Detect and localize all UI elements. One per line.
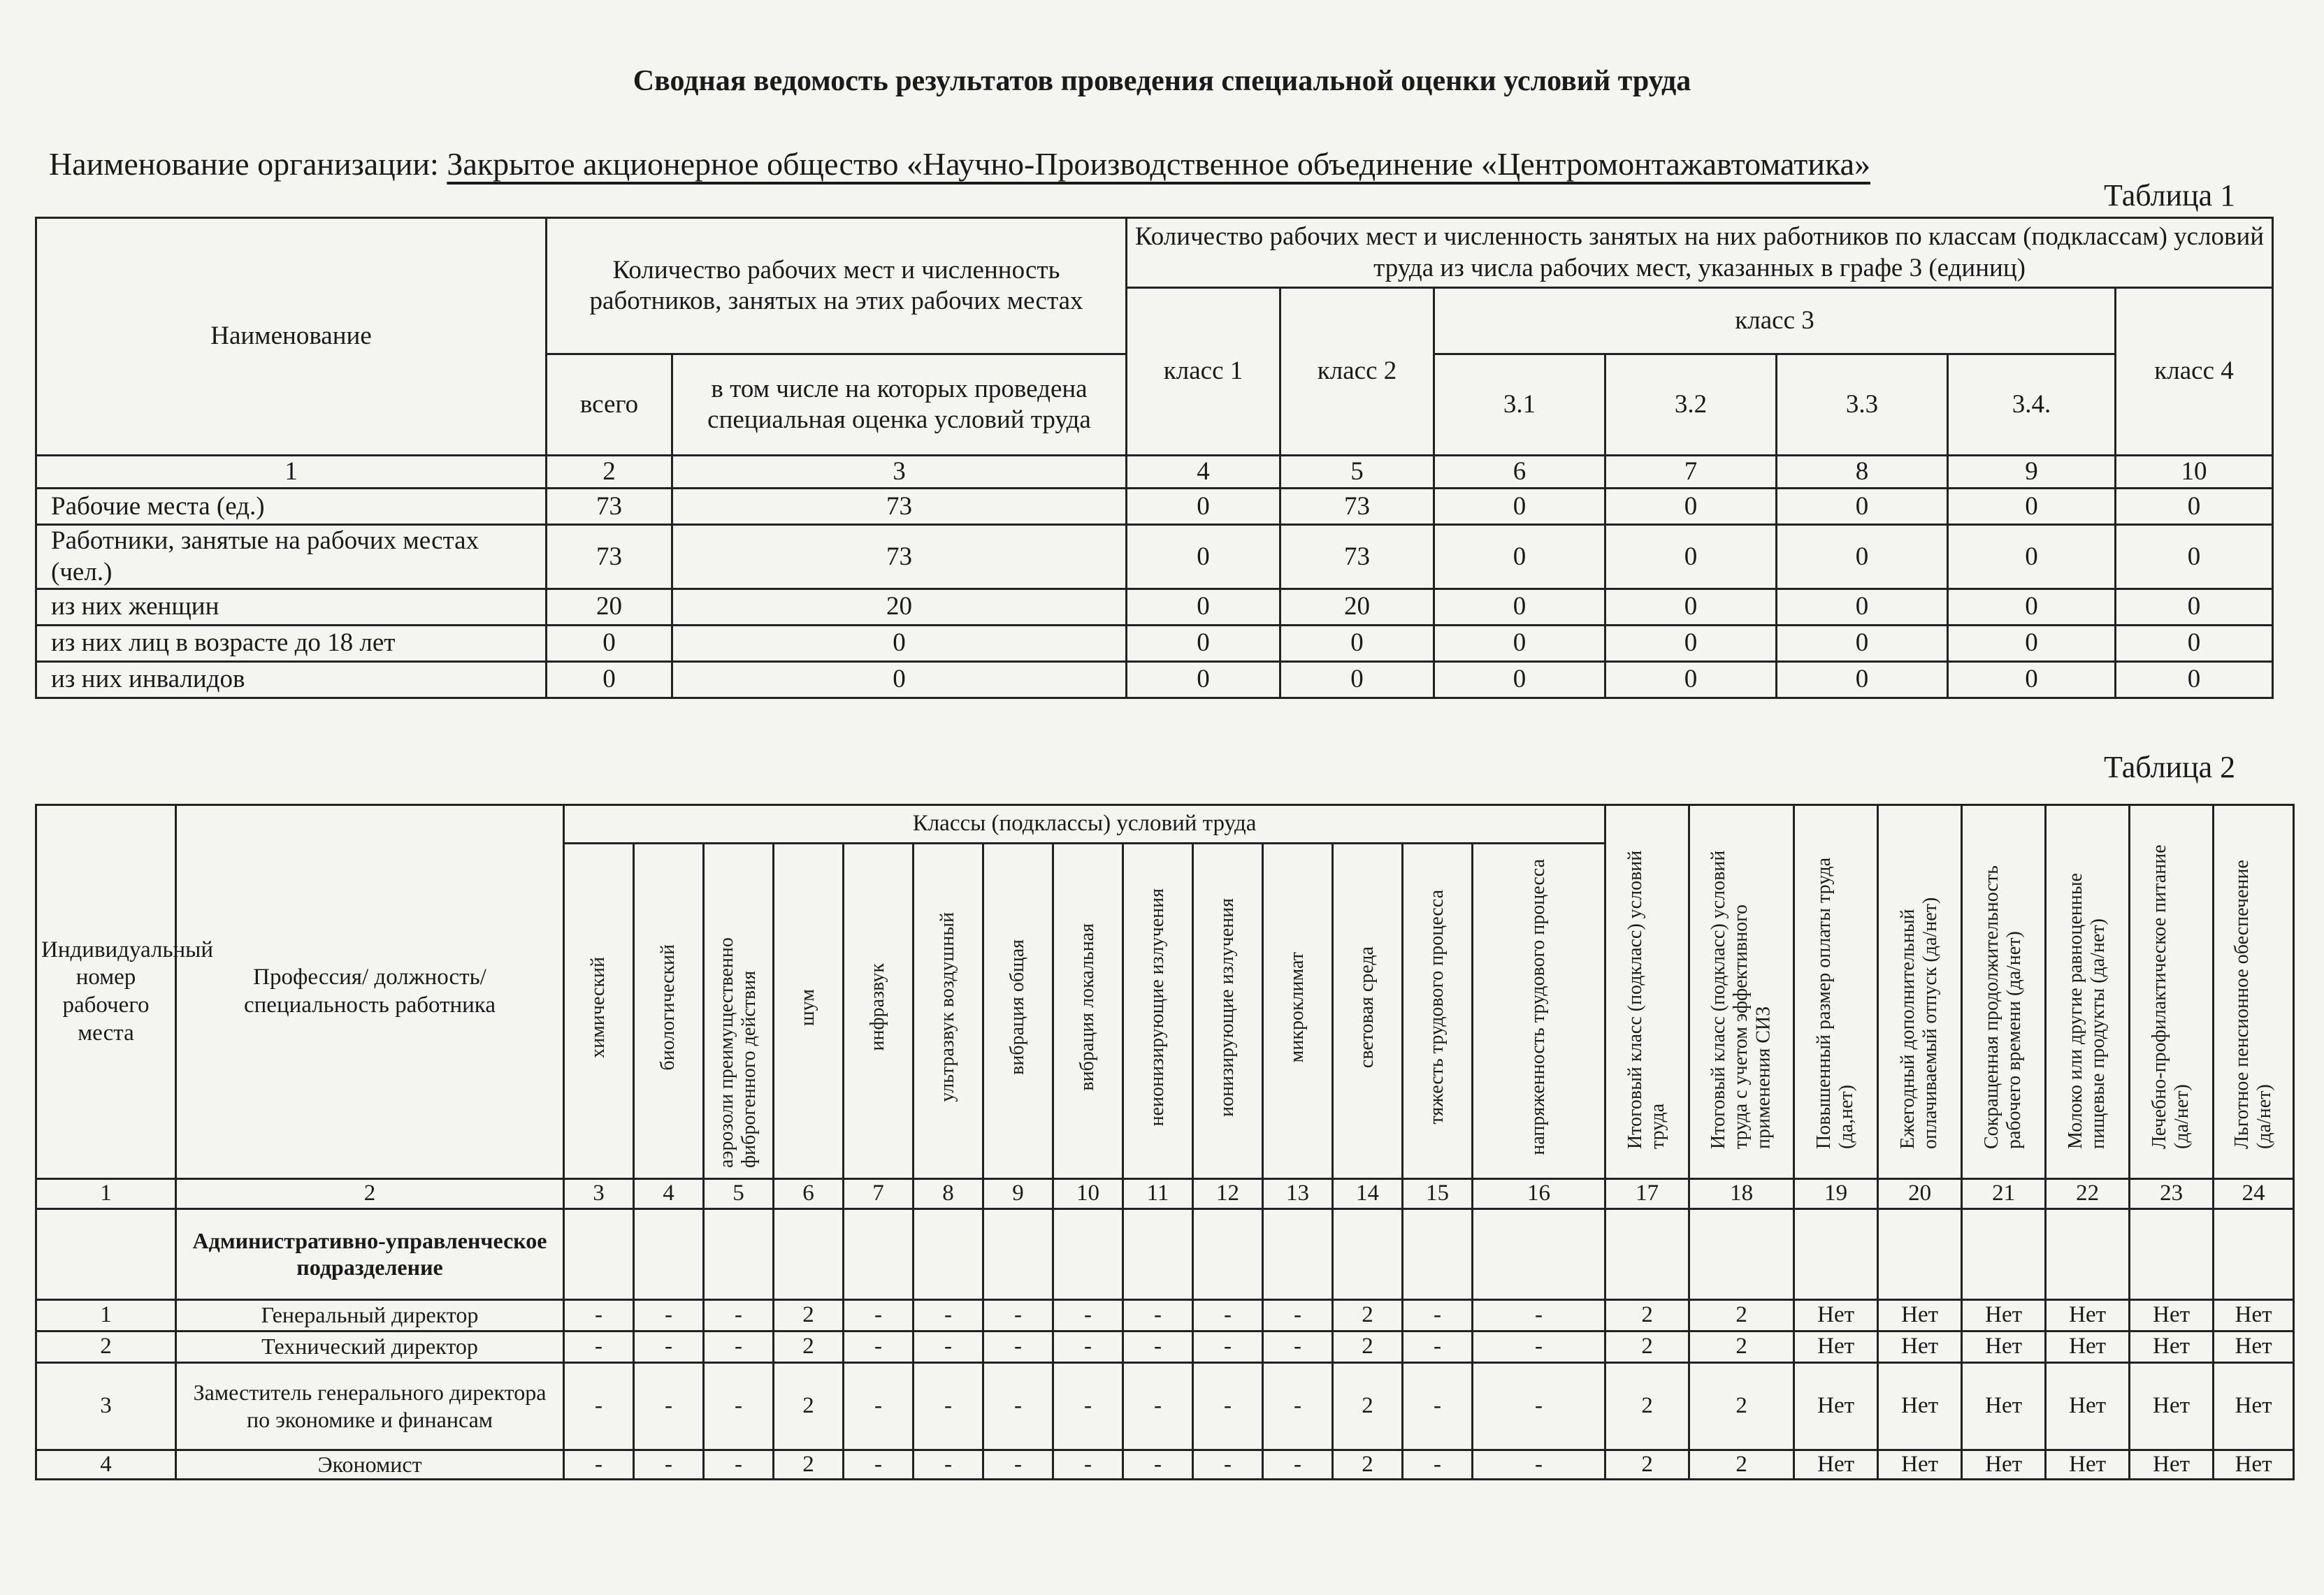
t1-cell: 0 xyxy=(1434,589,1605,626)
t2-cell xyxy=(844,1208,914,1299)
t2-row-id: 2 xyxy=(36,1331,176,1362)
t2-row xyxy=(36,1299,2294,1331)
t1-cell: 0 xyxy=(547,626,672,662)
t2-row xyxy=(36,1450,2294,1480)
t2-head-extra-label: Ежегодный дополнительный оплачиваемый отпуск (да/нет) xyxy=(1897,897,1942,1149)
t1-cell: 0 xyxy=(1605,626,1777,662)
t2-colnum: 12 xyxy=(1193,1179,1263,1209)
t2-cell: - xyxy=(564,1299,634,1331)
t1-cell: 0 xyxy=(1777,525,1948,589)
t2-cell: - xyxy=(1403,1450,1473,1480)
t2-department-name: Административно-управленческое подразделение xyxy=(176,1208,564,1299)
t2-row-name: Генеральный директор xyxy=(176,1299,564,1331)
t2-cell: 2 xyxy=(1605,1362,1689,1450)
t1-cell: 0 xyxy=(1605,589,1777,626)
table2 xyxy=(35,804,2295,1480)
t2-cell: Нет xyxy=(1962,1299,2046,1331)
t2-cell xyxy=(1605,1208,1689,1299)
t1-row-label: Рабочие места (ед.) xyxy=(36,489,547,525)
t2-cell: - xyxy=(844,1450,914,1480)
t1-head-class1: класс 1 xyxy=(1127,288,1280,456)
t2-cell: - xyxy=(1473,1450,1605,1480)
t2-cell: - xyxy=(1123,1362,1193,1450)
t2-colnum: 16 xyxy=(1473,1179,1605,1209)
t2-cell: Нет xyxy=(2046,1299,2130,1331)
t2-cell xyxy=(1473,1208,1605,1299)
t2-colnum: 21 xyxy=(1962,1179,2046,1209)
t2-cell: Нет xyxy=(2046,1331,2130,1362)
t2-cell: 2 xyxy=(1333,1299,1403,1331)
t2-head-extra xyxy=(1605,805,1689,1179)
t2-cell: Нет xyxy=(2046,1450,2130,1480)
t2-cell xyxy=(774,1208,844,1299)
t2-cell xyxy=(1403,1208,1473,1299)
t2-cell: - xyxy=(1473,1362,1605,1450)
t1-cell: 0 xyxy=(1434,489,1605,525)
t1-cell: 0 xyxy=(2116,626,2273,662)
t1-cell: 0 xyxy=(1777,489,1948,525)
t2-cell: Нет xyxy=(2130,1362,2214,1450)
t2-head-extra xyxy=(1962,805,2046,1179)
t2-cell: Нет xyxy=(2046,1362,2130,1450)
t1-cell: 0 xyxy=(1434,662,1605,698)
t2-cell: - xyxy=(704,1450,774,1480)
t2-head-extra-label: Лечебно-профилактическое питание (да/нет) xyxy=(2149,844,2193,1149)
t1-head-class2: класс 2 xyxy=(1280,288,1434,456)
t2-cell xyxy=(704,1208,774,1299)
t2-cell: Нет xyxy=(2214,1299,2294,1331)
t2-cell: 2 xyxy=(1689,1362,1794,1450)
t2-cell: - xyxy=(564,1331,634,1362)
t2-head-factor xyxy=(844,844,914,1179)
t2-head-factor-label: световая среда xyxy=(1356,946,1378,1069)
t2-cell: - xyxy=(1053,1299,1123,1331)
t2-colnum: 22 xyxy=(2046,1179,2130,1209)
t1-cell: 0 xyxy=(1948,662,2116,698)
t1-colnum: 1 xyxy=(36,456,547,489)
t2-cell: Нет xyxy=(2130,1299,2214,1331)
t2-head-factor xyxy=(1403,844,1473,1179)
t2-cell: 2 xyxy=(774,1299,844,1331)
t1-head-sub32: 3.2 xyxy=(1605,354,1777,456)
t2-cell: - xyxy=(634,1362,704,1450)
t2-colnum: 18 xyxy=(1689,1179,1794,1209)
t2-colnum: 11 xyxy=(1123,1179,1193,1209)
t1-cell: 0 xyxy=(1280,626,1434,662)
t1-row-label: из них инвалидов xyxy=(36,662,547,698)
t1-colnum: 2 xyxy=(547,456,672,489)
t2-cell xyxy=(914,1208,983,1299)
t2-head-factor xyxy=(704,844,774,1179)
t2-row-id: 3 xyxy=(36,1362,176,1450)
t2-cell: Нет xyxy=(1962,1331,2046,1362)
t2-cell: - xyxy=(1123,1331,1193,1362)
t2-cell xyxy=(1123,1208,1193,1299)
t2-cell: - xyxy=(914,1331,983,1362)
t1-row-label: из них лиц в возрасте до 18 лет xyxy=(36,626,547,662)
t2-cell: - xyxy=(1263,1331,1333,1362)
t2-cell: - xyxy=(844,1331,914,1362)
t1-cell: 0 xyxy=(1127,525,1280,589)
t2-colnum: 20 xyxy=(1878,1179,1962,1209)
t2-head-classes: Классы (подклассы) условий труда xyxy=(564,805,1605,844)
t2-cell: - xyxy=(1263,1450,1333,1480)
t2-head-factor-label: вибрация локальная xyxy=(1076,923,1099,1091)
t2-head-extra-label: Итоговый класс (подкласс) условий труда с учетом эффективного применения СИЗ xyxy=(1708,850,1775,1149)
t2-colnum: 4 xyxy=(634,1179,704,1209)
t2-row-name: Технический директор xyxy=(176,1331,564,1362)
t1-cell: 73 xyxy=(547,525,672,589)
t2-cell: - xyxy=(914,1450,983,1480)
t1-row-label: Работники, занятые на рабочих местах (чел.) xyxy=(36,525,547,589)
t1-row xyxy=(36,489,2273,525)
t2-cell: - xyxy=(914,1299,983,1331)
t2-head-factor-label: неионизирующие излучения xyxy=(1146,888,1169,1127)
t1-cell: 20 xyxy=(672,589,1127,626)
t2-cell: Нет xyxy=(2214,1331,2294,1362)
t2-row xyxy=(36,1331,2294,1362)
t2-cell xyxy=(1333,1208,1403,1299)
t1-column-numbers xyxy=(36,456,2273,489)
t2-cell: Нет xyxy=(1794,1450,1878,1480)
t2-cell: - xyxy=(704,1362,774,1450)
t1-cell: 0 xyxy=(1948,626,2116,662)
t1-head-sub31: 3.1 xyxy=(1434,354,1605,456)
t2-head-factor-label: ионизирующие излучения xyxy=(1216,897,1239,1117)
t2-cell: - xyxy=(983,1450,1053,1480)
t1-row xyxy=(36,662,2273,698)
t1-cell: 0 xyxy=(1777,662,1948,698)
t2-head-extra-label: Молоко или другие равноценные пищевые продукты (да/нет) xyxy=(2065,872,2109,1149)
t2-cell xyxy=(1878,1208,1962,1299)
t2-head-extra-label: Итоговый класс (подкласс) условий труда xyxy=(1624,850,1669,1149)
t2-head-factor-label: микроклимат xyxy=(1286,952,1308,1063)
t1-cell: 0 xyxy=(1434,626,1605,662)
t2-cell xyxy=(2130,1208,2214,1299)
t2-head-factor xyxy=(564,844,634,1179)
t1-cell: 0 xyxy=(2116,589,2273,626)
t1-head-class3: класс 3 xyxy=(1434,288,2116,354)
t1-head-name: Наименование xyxy=(36,218,547,456)
t1-cell: 73 xyxy=(672,489,1127,525)
t2-colnum: 13 xyxy=(1263,1179,1333,1209)
t2-cell: 2 xyxy=(774,1450,844,1480)
t2-cell xyxy=(1053,1208,1123,1299)
t2-colnum: 3 xyxy=(564,1179,634,1209)
t2-cell: Нет xyxy=(1878,1362,1962,1450)
t1-cell: 0 xyxy=(1127,489,1280,525)
t1-cell: 0 xyxy=(1280,662,1434,698)
t1-colnum: 7 xyxy=(1605,456,1777,489)
t1-cell: 0 xyxy=(1127,589,1280,626)
table1 xyxy=(35,217,2274,699)
t2-cell: - xyxy=(1123,1450,1193,1480)
t2-cell: Нет xyxy=(2214,1450,2294,1480)
t2-colnum: 15 xyxy=(1403,1179,1473,1209)
t2-head-factor xyxy=(1473,844,1605,1179)
t2-head-factor-label: тяжесть трудового процесса xyxy=(1426,890,1448,1125)
organization-label: Наименование организации: xyxy=(49,146,439,182)
t1-row xyxy=(36,525,2273,589)
t2-head-extra xyxy=(1689,805,1794,1179)
t2-head-extra-label: Повышенный размер оплаты труда (да,нет) xyxy=(1813,857,1858,1149)
t2-cell: - xyxy=(844,1299,914,1331)
t2-head-factor xyxy=(1263,844,1333,1179)
t2-department-row xyxy=(36,1208,2294,1299)
t1-head-total: всего xyxy=(547,354,672,456)
t2-colnum: 1 xyxy=(36,1179,176,1209)
t2-cell xyxy=(2214,1208,2294,1299)
t2-cell: 2 xyxy=(1689,1331,1794,1362)
t2-colnum: 9 xyxy=(983,1179,1053,1209)
t2-cell: Нет xyxy=(1878,1331,1962,1362)
t2-cell: - xyxy=(634,1331,704,1362)
t2-cell: - xyxy=(704,1299,774,1331)
t2-head-id: Индивидуальный номер рабочего места xyxy=(36,805,176,1179)
t2-cell: - xyxy=(983,1362,1053,1450)
t2-cell xyxy=(1689,1208,1794,1299)
t2-cell: 2 xyxy=(1689,1299,1794,1331)
t2-cell: Нет xyxy=(1794,1299,1878,1331)
t2-cell: 2 xyxy=(1333,1331,1403,1362)
t2-row-id: 1 xyxy=(36,1299,176,1331)
t2-head-extra xyxy=(1878,805,1962,1179)
t2-cell: - xyxy=(1193,1331,1263,1362)
t2-head-extra xyxy=(2046,805,2130,1179)
t1-colnum: 5 xyxy=(1280,456,1434,489)
t2-cell: Нет xyxy=(2214,1362,2294,1450)
t2-cell: - xyxy=(1403,1299,1473,1331)
t2-cell: Нет xyxy=(1878,1299,1962,1331)
t1-cell: 0 xyxy=(1948,489,2116,525)
t2-cell: - xyxy=(1473,1331,1605,1362)
t1-cell: 0 xyxy=(2116,525,2273,589)
t1-cell: 73 xyxy=(1280,525,1434,589)
t2-head-factor xyxy=(1333,844,1403,1179)
t2-head-factor xyxy=(634,844,704,1179)
t2-row-id: 4 xyxy=(36,1450,176,1480)
t1-head-group1: Количество рабочих мест и численность работников, занятых на этих рабочих местах xyxy=(547,218,1127,354)
t2-cell xyxy=(983,1208,1053,1299)
t1-cell: 0 xyxy=(2116,662,2273,698)
t2-cell: 2 xyxy=(1605,1450,1689,1480)
t2-cell: Нет xyxy=(2130,1450,2214,1480)
t1-cell: 0 xyxy=(1127,626,1280,662)
t2-cell: 2 xyxy=(1689,1450,1794,1480)
t1-cell: 73 xyxy=(547,489,672,525)
t2-cell: Нет xyxy=(2130,1331,2214,1362)
t1-cell: 20 xyxy=(547,589,672,626)
t2-head-factor-label: химический xyxy=(587,956,609,1058)
t2-cell: - xyxy=(634,1450,704,1480)
t2-cell: - xyxy=(1473,1299,1605,1331)
t2-cell: 2 xyxy=(774,1331,844,1362)
t2-cell: - xyxy=(1193,1362,1263,1450)
t1-head-group2: Количество рабочих мест и численность занятых на них работников по классам (подклассам) условий труда из числа рабочих мест, указанных в графе 3 (единиц) xyxy=(1127,218,2273,288)
t1-cell: 0 xyxy=(672,626,1127,662)
t1-cell: 0 xyxy=(1777,589,1948,626)
t2-cell: Нет xyxy=(1962,1362,2046,1450)
t1-cell: 0 xyxy=(547,662,672,698)
t2-cell: 2 xyxy=(774,1362,844,1450)
t2-cell: - xyxy=(1193,1299,1263,1331)
t2-head-factor xyxy=(774,844,844,1179)
t1-cell: 0 xyxy=(1948,525,2116,589)
t2-head-extra-label: Сокращенная продолжительность рабочего времени (да/нет) xyxy=(1981,865,2026,1149)
t1-cell: 0 xyxy=(672,662,1127,698)
t2-cell: - xyxy=(564,1450,634,1480)
t1-cell: 20 xyxy=(1280,589,1434,626)
t2-head-factor-label: аэрозоли преимущественно фиброгенного действия xyxy=(716,937,760,1169)
t2-cell xyxy=(1193,1208,1263,1299)
t1-cell: 0 xyxy=(1948,589,2116,626)
t1-row-label: из них женщин xyxy=(36,589,547,626)
t1-head-assessed: в том числе на которых проведена специальная оценка условий труда xyxy=(672,354,1127,456)
t1-head-sub34: 3.4. xyxy=(1948,354,2116,456)
t2-cell: - xyxy=(1263,1362,1333,1450)
t2-colnum: 5 xyxy=(704,1179,774,1209)
t2-head-factor xyxy=(1053,844,1123,1179)
t2-cell: - xyxy=(1403,1362,1473,1450)
t1-row xyxy=(36,626,2273,662)
t2-head-factor xyxy=(983,844,1053,1179)
t2-row-name: Экономист xyxy=(176,1450,564,1480)
t2-head-extra xyxy=(2214,805,2294,1179)
t2-head-prof: Профессия/ должность/ специальность работника xyxy=(176,805,564,1179)
t2-cell: - xyxy=(1263,1299,1333,1331)
t2-cell xyxy=(1263,1208,1333,1299)
t1-cell: 0 xyxy=(1777,626,1948,662)
t2-cell: 2 xyxy=(1605,1299,1689,1331)
t2-cell: - xyxy=(983,1331,1053,1362)
t2-cell: - xyxy=(983,1299,1053,1331)
t1-head-class4: класс 4 xyxy=(2116,288,2273,456)
t2-cell: - xyxy=(1053,1331,1123,1362)
t2-colnum: 24 xyxy=(2214,1179,2294,1209)
t2-colnum: 8 xyxy=(914,1179,983,1209)
t2-cell xyxy=(1794,1208,1878,1299)
t2-colnum: 10 xyxy=(1053,1179,1123,1209)
t2-head-extra xyxy=(2130,805,2214,1179)
t1-cell: 73 xyxy=(672,525,1127,589)
t2-cell: - xyxy=(1123,1299,1193,1331)
t1-colnum: 4 xyxy=(1127,456,1280,489)
t2-cell: - xyxy=(1403,1331,1473,1362)
t2-cell: - xyxy=(1053,1450,1123,1480)
t2-cell: Нет xyxy=(1794,1362,1878,1450)
t2-colnum: 2 xyxy=(176,1179,564,1209)
t2-cell xyxy=(1962,1208,2046,1299)
t1-colnum: 8 xyxy=(1777,456,1948,489)
t2-head-factor-label: инфразвук xyxy=(867,963,889,1051)
t2-colnum: 6 xyxy=(774,1179,844,1209)
t2-cell: 2 xyxy=(1333,1450,1403,1480)
table2-label: Таблица 2 xyxy=(2104,750,2236,784)
t2-head-factor xyxy=(1193,844,1263,1179)
t2-cell: - xyxy=(914,1362,983,1450)
t2-head-extra-label: Льготное пенсионное обеспечение (да/нет) xyxy=(2230,859,2276,1149)
t2-cell: - xyxy=(844,1362,914,1450)
t2-head-factor-label: напряженность трудового процесса xyxy=(1527,859,1550,1156)
t2-cell: 2 xyxy=(1605,1331,1689,1362)
t2-column-numbers xyxy=(36,1179,2294,1209)
t2-head-factor-label: шум xyxy=(797,988,819,1026)
organization-value: Закрытое акционерное общество «Научно-Производственное объединение «Центромонтажавтоматика» xyxy=(447,146,1871,182)
organization-line xyxy=(49,145,1870,182)
page-title: Сводная ведомость результатов проведения специальной оценки условий труда xyxy=(633,65,1691,97)
t2-cell: - xyxy=(1193,1450,1263,1480)
t1-cell: 0 xyxy=(1605,489,1777,525)
t2-cell: - xyxy=(634,1299,704,1331)
t1-colnum: 6 xyxy=(1434,456,1605,489)
t1-cell: 0 xyxy=(1127,662,1280,698)
t2-head-factor xyxy=(1123,844,1193,1179)
t2-row xyxy=(36,1362,2294,1450)
t2-cell: Нет xyxy=(1962,1450,2046,1480)
t2-head-factor-label: ультразвук воздушный xyxy=(937,912,959,1102)
t2-colnum: 19 xyxy=(1794,1179,1878,1209)
t2-head-factor xyxy=(914,844,983,1179)
t2-colnum: 7 xyxy=(844,1179,914,1209)
t2-cell xyxy=(2046,1208,2130,1299)
table1-label: Таблица 1 xyxy=(2104,178,2236,212)
t2-colnum: 23 xyxy=(2130,1179,2214,1209)
t2-cell xyxy=(36,1208,176,1299)
t2-colnum: 14 xyxy=(1333,1179,1403,1209)
t1-cell: 73 xyxy=(1280,489,1434,525)
t2-head-factor-label: вибрация общая xyxy=(1006,939,1029,1076)
t1-cell: 0 xyxy=(1605,525,1777,589)
t1-colnum: 9 xyxy=(1948,456,2116,489)
t1-cell: 0 xyxy=(2116,489,2273,525)
t2-colnum: 17 xyxy=(1605,1179,1689,1209)
t2-head-factor-label: биологический xyxy=(657,944,679,1071)
t2-cell: Нет xyxy=(1794,1331,1878,1362)
t2-cell: - xyxy=(564,1362,634,1450)
t1-cell: 0 xyxy=(1605,662,1777,698)
t2-cell: - xyxy=(704,1331,774,1362)
t1-colnum: 3 xyxy=(672,456,1127,489)
t1-row xyxy=(36,589,2273,626)
t2-head-extra xyxy=(1794,805,1878,1179)
t2-cell xyxy=(634,1208,704,1299)
t2-cell: - xyxy=(1053,1362,1123,1450)
t1-cell: 0 xyxy=(1434,525,1605,589)
t2-row-name: Заместитель генерального директора по экономике и финансам xyxy=(176,1362,564,1450)
t2-cell xyxy=(564,1208,634,1299)
t1-colnum: 10 xyxy=(2116,456,2273,489)
t2-cell: Нет xyxy=(1878,1450,1962,1480)
t2-cell: 2 xyxy=(1333,1362,1403,1450)
t1-head-sub33: 3.3 xyxy=(1777,354,1948,456)
